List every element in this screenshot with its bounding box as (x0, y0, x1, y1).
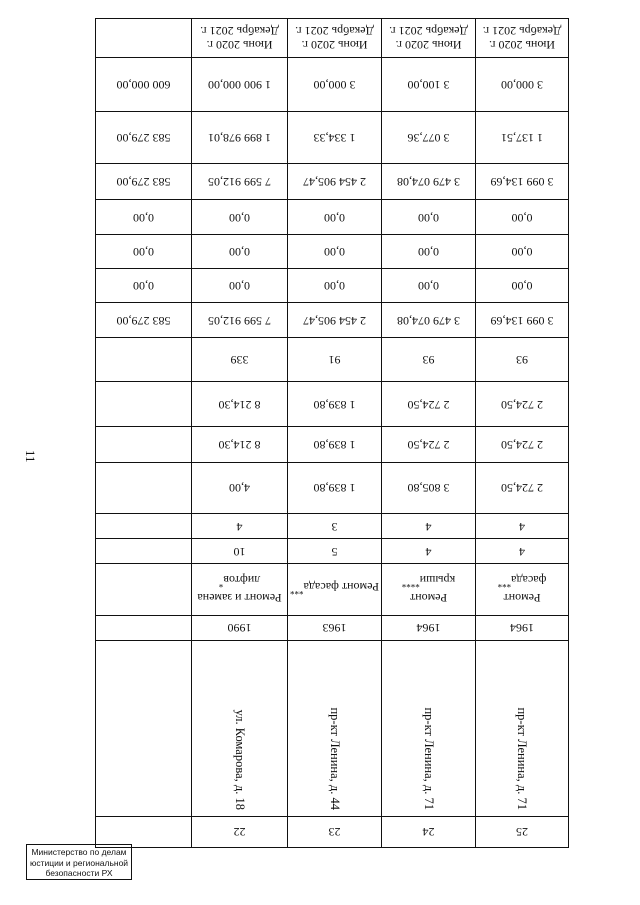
cell-deadline: Июнь 2020 г. Декабрь 2021 г. (192, 19, 288, 59)
cell-residents (96, 338, 192, 382)
cell-cost-zero: 0,00 (382, 234, 476, 268)
cell-row-number: 22 (192, 816, 288, 847)
work-type-footnote: *** (497, 579, 512, 590)
cell-cost-zero: 0,00 (192, 268, 288, 302)
cell-floors: 4 (382, 539, 476, 564)
stamp-line: юстиции и региональной (29, 857, 129, 868)
cell-cost-total: 2 454 905,47 (288, 303, 382, 338)
cell-floors: 5 (288, 539, 382, 564)
cell-floors (96, 539, 192, 564)
cell-area-residential: 1 839,80 (288, 381, 382, 427)
stamp-line: безопасности РХ (45, 868, 113, 878)
cell-work-type (192, 564, 288, 616)
ministry-stamp (26, 844, 132, 880)
address-text: ул. Комарова, д. 18 (233, 709, 247, 810)
cell-cost-total: 3 099 134,69 (476, 303, 569, 338)
cell-unit-cost: 1 137,51 (476, 112, 569, 164)
cell-cost-total: 7 599 912,05 (192, 303, 288, 338)
cell-cost-total: 583 279,00 (96, 303, 192, 338)
cell-year: 1963 (288, 615, 382, 640)
address-text: пр-кт Ленина, д. 44 (328, 707, 342, 810)
cell-cost-zero: 0,00 (288, 200, 382, 234)
cell-area-total: 1 839,80 (288, 462, 382, 514)
cell-unit-cost-limit: 3 000,00 (476, 58, 569, 112)
cell-cost-owners: 7 599 912,05 (192, 164, 288, 200)
cell-work-type (476, 564, 569, 616)
cell-cost-zero: 0,00 (476, 200, 569, 234)
cell-residents: 91 (288, 338, 382, 382)
cell-unit-cost-limit: 600 000,00 (96, 58, 192, 112)
cell-cost-owners: 583 279,00 (96, 164, 192, 200)
cell-address (382, 640, 476, 816)
cell-cost-zero: 0,00 (288, 234, 382, 268)
cell-cost-owners: 2 454 905,47 (288, 164, 382, 200)
cell-deadline: Июнь 2020 г. Декабрь 2021 г. (382, 19, 476, 59)
cell-area-residential: 8 214,30 (192, 381, 288, 427)
cell-year: 1964 (382, 615, 476, 640)
cell-deadline: Июнь 2020 г. Декабрь 2021 г. (288, 19, 382, 59)
cell-area-premises (96, 427, 192, 462)
cell-unit-cost-limit: 1 900 000,00 (192, 58, 288, 112)
cell-row-number: 25 (476, 816, 569, 847)
cell-residents: 339 (192, 338, 288, 382)
cell-residents: 93 (382, 338, 476, 382)
cell-deadline: Июнь 2020 г. Декабрь 2021 г. (476, 19, 569, 59)
cell-entrances: 4 (382, 514, 476, 539)
cell-cost-owners: 3 099 134,69 (476, 164, 569, 200)
cell-address (476, 640, 569, 816)
work-type-footnote: **** (401, 579, 420, 590)
cell-floors: 4 (476, 539, 569, 564)
cell-floors: 10 (192, 539, 288, 564)
cell-area-total (96, 462, 192, 514)
cell-cost-zero: 0,00 (96, 268, 192, 302)
work-type-text: Ремонт фасада (503, 573, 547, 606)
cell-work-type (96, 564, 192, 616)
cell-unit-cost-limit: 3 000,00 (288, 58, 382, 112)
cell-row-number (96, 816, 192, 847)
cell-address (288, 640, 382, 816)
cell-area-total: 2 724,50 (476, 462, 569, 514)
cell-address (96, 640, 192, 816)
cell-area-premises: 1 839,80 (288, 427, 382, 462)
cell-cost-total: 3 479 074,08 (382, 303, 476, 338)
cell-cost-zero: 0,00 (96, 200, 192, 234)
cell-cost-zero: 0,00 (476, 268, 569, 302)
address-text: пр-кт Ленина, д. 71 (422, 707, 436, 810)
work-type-text: Ремонт фасада (303, 580, 379, 595)
cell-unit-cost: 1 899 978,01 (192, 112, 288, 164)
cell-cost-zero: 0,00 (192, 234, 288, 268)
cell-unit-cost-limit: 3 100,00 (382, 58, 476, 112)
cell-cost-zero: 0,00 (192, 200, 288, 234)
cell-unit-cost: 583 279,00 (96, 112, 192, 164)
work-type-text: Ремонт крыши (409, 573, 456, 606)
cell-residents: 93 (476, 338, 569, 382)
cell-area-residential (96, 381, 192, 427)
address-text: пр-кт Ленина, д. 71 (515, 707, 530, 810)
cell-entrances (96, 514, 192, 539)
cell-year: 1964 (476, 615, 569, 640)
stamp-line: Министерство по делам (31, 847, 127, 857)
cell-year (96, 615, 192, 640)
cell-cost-zero: 0,00 (382, 268, 476, 302)
cell-cost-owners: 3 479 074,08 (382, 164, 476, 200)
cell-deadline (96, 19, 192, 59)
cell-year: 1990 (192, 615, 288, 640)
repair-schedule-table (95, 18, 569, 848)
page-number: 11 (23, 450, 38, 463)
cell-area-premises: 2 724,50 (476, 427, 569, 462)
cell-unit-cost: 1 334,33 (288, 112, 382, 164)
work-type-text: Ремонт и замена лифтов (197, 573, 282, 606)
cell-area-total: 4,00 (192, 462, 288, 514)
cell-row-number: 24 (382, 816, 476, 847)
work-type-footnote: * (218, 579, 224, 590)
cell-entrances: 4 (192, 514, 288, 539)
cell-area-residential: 2 724,50 (382, 381, 476, 427)
cell-row-number: 23 (288, 816, 382, 847)
cell-area-premises: 2 724,50 (382, 427, 476, 462)
cell-work-type (288, 564, 382, 616)
cell-area-residential: 2 724,50 (476, 381, 569, 427)
cell-address (192, 640, 288, 816)
cell-area-premises: 8 214,30 (192, 427, 288, 462)
rotated-table-wrapper (96, 18, 569, 848)
work-type-footnote: *** (290, 586, 304, 597)
cell-entrances: 3 (288, 514, 382, 539)
cell-cost-zero: 0,00 (382, 200, 476, 234)
cell-area-total: 3 805,80 (382, 462, 476, 514)
cell-cost-zero: 0,00 (288, 268, 382, 302)
cell-cost-zero: 0,00 (96, 234, 192, 268)
cell-work-type (382, 564, 476, 616)
cell-unit-cost: 3 077,36 (382, 112, 476, 164)
cell-cost-zero: 0,00 (476, 234, 569, 268)
cell-entrances: 4 (476, 514, 569, 539)
